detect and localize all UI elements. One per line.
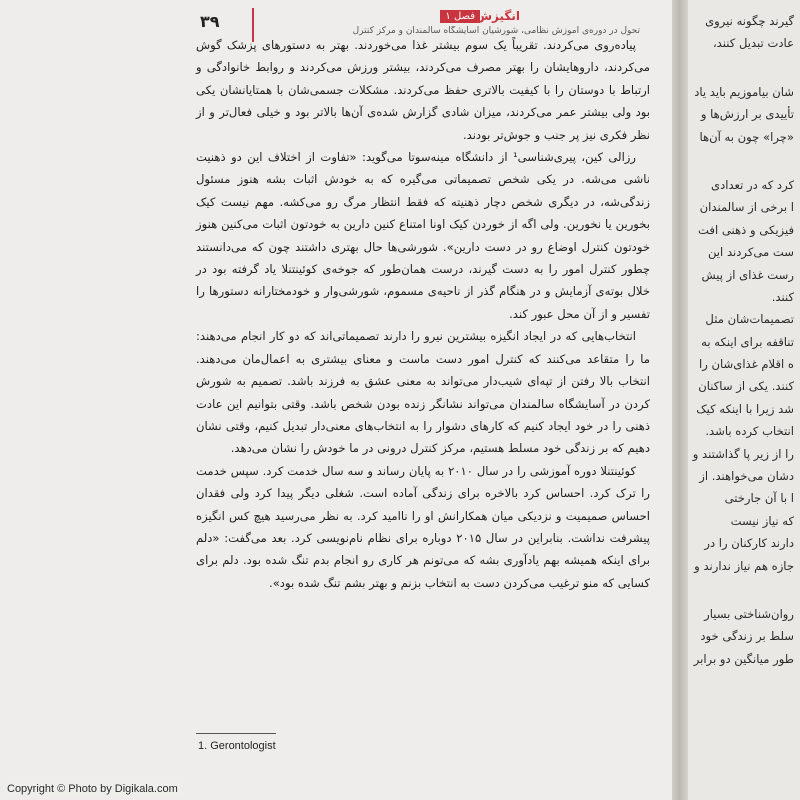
right-page-line: سلط بر زندگی خود — [700, 629, 794, 644]
right-page-line: تأییدی بر ارزش‌ها و — [700, 107, 794, 122]
right-page-line — [688, 55, 794, 81]
right-page-line: را از زیر پا گذاشتند و — [692, 446, 794, 461]
right-page-line: کنند. — [771, 289, 794, 304]
body-text — [196, 34, 650, 594]
right-page-line: کرد که در تعدادی — [711, 177, 794, 192]
page-number: ۳۹ — [200, 12, 220, 31]
footnote: 1. Gerontologist — [198, 740, 276, 752]
running-title: تحول در دوره‌ی آموزش نظامی، شورشیان آسایشگاه سالمندان و مرکز کنترل — [352, 26, 640, 36]
right-page-line: جازه هم نیاز ندارند و — [694, 558, 794, 573]
chapter-name: انگیزش — [475, 9, 520, 23]
right-page-line: طور میانگین دو برابر — [693, 651, 794, 666]
right-page-line: گیرند چگونه نیروی — [705, 14, 794, 28]
footnote-divider — [196, 733, 276, 734]
paragraph: رزالی کین، پیری‌شناسی¹ از دانشگاه مینه‌سوتا می‌گوید: «تفاوت از اختلاف این دو ذهنیت ناشی می‌شه. در یکی شخص تصمیماتی می‌گیره که به خودش اثبات بشه هنوز مسئول زندگی‌شه، در دیگری شخص دچار ذهنیته که فقط انتظار مرگ رو می‌کشه. مهم نیست کیک بخورین یا نخورین. ولی اگه از خوردن کیک اونا امتناع کنین دارین به خودتون اثبات می‌کنین هنوز خودتون کنترل اوضاع رو در دست دارین». شورشی‌ها حال بهتری داشتند چون که می‌دانستند چطور کنترل امور را به دست گیرند، درست همان‌طور که جوخه‌ی کوئینتنلا یاد گرفته بود در خلال بوته‌ی آزمایش و در هنگام گذر از ناحیه‌ی مسموم، شورشی‌وار و خودمختارانه دستورها را تفسیر و از آن محل عبور کند. — [196, 150, 650, 321]
right-page-line — [688, 148, 794, 174]
right-page-line — [688, 577, 794, 603]
right-page-line: کنند. یکی از ساکنان — [698, 379, 794, 394]
right-page-line: دشان می‌خواهند. از — [699, 469, 794, 484]
right-page-line: تصمیمات‌شان مثل — [705, 312, 794, 327]
right-page-line: شد زیرا با اینکه کیک — [696, 401, 794, 416]
right-page-line: که نیاز نیست — [730, 513, 794, 528]
right-page-line: شان بیاموزیم باید یاد — [694, 84, 794, 99]
right-page-line: انتخاب کرده باشد. — [705, 424, 794, 439]
right-page-line: رست غذای از پیش — [701, 267, 794, 282]
right-page-line: تناقفه برای اینکه به — [701, 334, 794, 349]
paragraph: پیاده‌روی می‌کردند. تقریباً یک سوم بیشتر غذا می‌خوردند. بهتر به دستورهای پزشک گوش می‌کردند، داروهایشان را بهتر مصرف می‌کردند، بیشتر ورزش می‌کردند و روابط خانوادگی و ارتباط با دوستان را با کیفیت بالاتری حفظ می‌کردند. مشکلات جسمی‌شان با همتایانشان یکی بود ولی بیشتر عمر می‌کردند، میزان شادی گزارش شده‌ی آن‌ها بالاتر بود و خیلی فعال‌تر و از نظر فکری نیز پر جنب و جوش‌تر بودند. — [196, 38, 650, 142]
right-book-page — [688, 0, 800, 800]
right-page-line: ه اقلام غذای‌شان را — [698, 357, 794, 372]
right-page-line: روان‌شناختی بسیار — [704, 606, 794, 621]
right-page-text — [688, 10, 794, 670]
paragraph: کوئینتنلا دوره آموزشی را در سال ۲۰۱۰ به پایان رساند و سه سال خدمت کرد. سپس خدمت را ترک کرد. احساس کرد بالاخره برای زندگی آماده است. شغلی دیگر پیدا کرد ولی فقدان احساس صمیمیت و نزدیکی میان همکارانش او را ناامید کرد. به نظر می‌رسید هیچ کس انگیزه پیشرفت نداشت. بنابراین در سال ۲۰۱۵ دوباره برای نظام نام‌نویسی کرد. بعد می‌گفت: «دلم برای اینکه همیشه بهم یادآوری بشه که می‌تونم هر کاری رو انجام بدم تنگ شده بود. دلم برای کسایی که منو ترغیب می‌کردن دست به انتخاب بزنم و بهتر بشم تنگ شده بود». — [196, 463, 650, 590]
right-page-line: «چرا» چون به آن‌ها — [699, 129, 794, 144]
book-gutter — [672, 0, 688, 800]
right-page-line: عادت تبدیل کنند، — [712, 36, 794, 51]
right-page-line: ست می‌کردند این — [707, 245, 794, 260]
right-page-line: دارند کارکنان را در — [704, 536, 794, 551]
right-page-line: ا با آن جارختی — [724, 491, 794, 506]
paragraph: انتخاب‌هایی که در ایجاد انگیزه بیشترین نیرو را دارند تصمیماتی‌اند که دو کار انجام می‌دهند: ما را متقاعد می‌کنند که کنترل امور دست ماست و معنای بیشتری به اعمال‌مان می‌دهند. انتخاب بالا رفتن از تپه‌ای شیب‌دار می‌تواند به معنی عشق به فرزند باشد. تصمیم به شورش کردن در آسایشگاه سالمندان می‌تواند نشانگر زنده بودن شخص باشد. وقتی بتوانیم این عادت ذهنی را در خود ایجاد کنیم که کارهای دشوار را به انتخاب‌های معنی‌دار تبدیل کنیم، وقتی نشان دهیم که بر زندگی خود مسلط هستیم، مرکز کنترل درونی در ما خودش را نشان می‌دهد. — [196, 329, 650, 456]
right-page-line: ا برخی از سالمندان — [699, 200, 794, 215]
copyright-watermark: Copyright © Photo by Digikala.com — [4, 783, 181, 795]
chapter-badge: فصل ۱ — [440, 10, 480, 23]
right-page-line: فیزیکی و ذهنی افت — [698, 222, 794, 237]
